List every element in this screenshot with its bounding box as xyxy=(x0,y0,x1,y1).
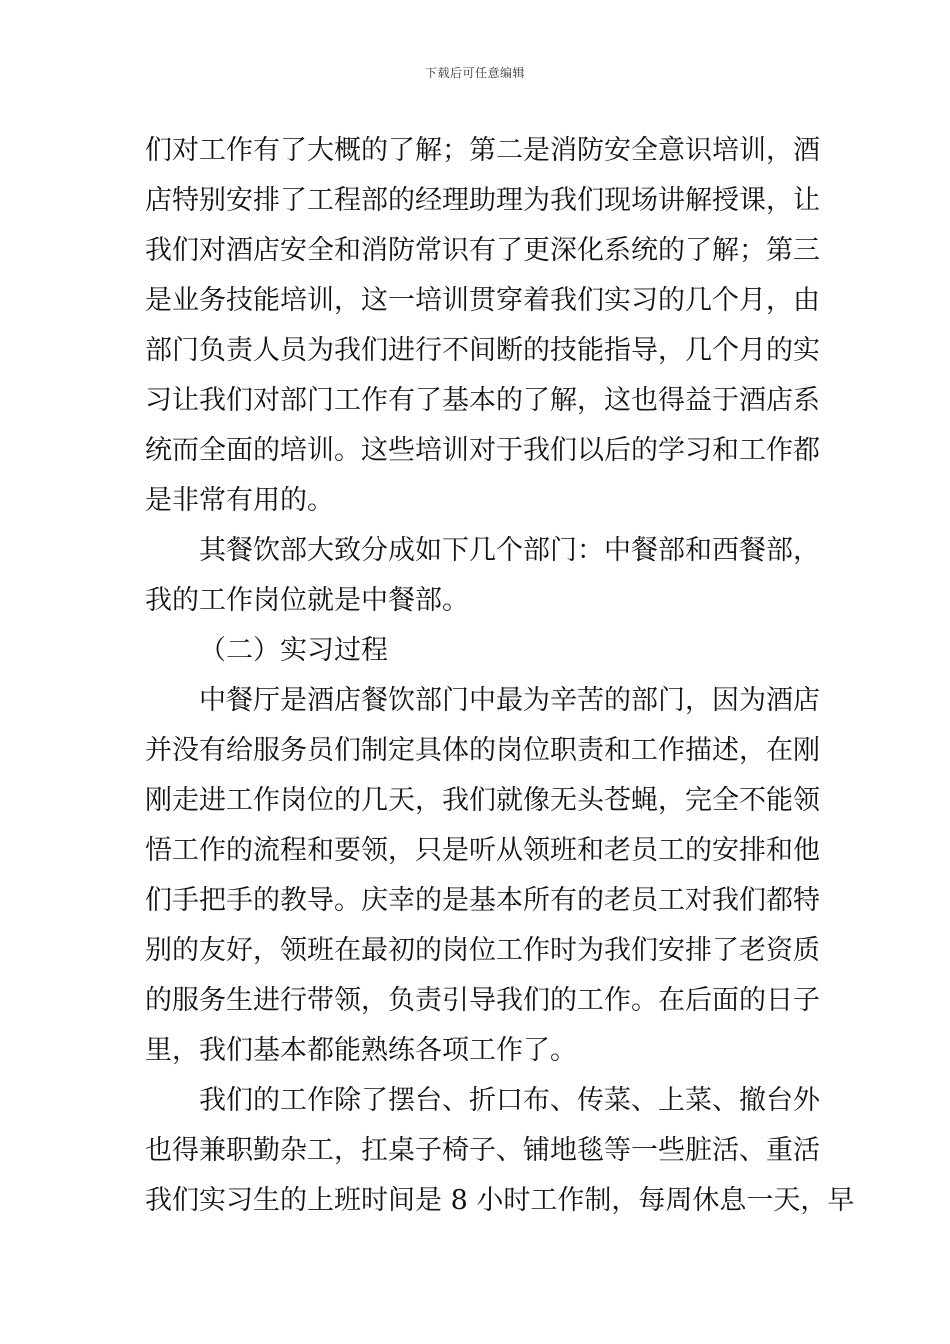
text-line: 我们对酒店安全和消防常识有了更深化系统的了解；第三 xyxy=(145,235,820,266)
text-line: 别的友好，领班在最初的岗位工作时为我们安排了老资质 xyxy=(145,935,820,966)
text-line: 我的工作岗位就是中餐部。 xyxy=(145,585,469,616)
page-header-note: 下载后可任意编辑 xyxy=(424,66,525,80)
text-line: 们手把手的教导。庆幸的是基本所有的老员工对我们都特 xyxy=(145,885,820,916)
text-line: 悟工作的流程和要领，只是听从领班和老员工的安排和他 xyxy=(145,835,820,866)
text-line: 部门负责人员为我们进行不间断的技能指导，几个月的实 xyxy=(145,335,820,366)
text-line: 并没有给服务员们制定具体的岗位职责和工作描述，在刚 xyxy=(145,735,820,766)
text-line: 们对工作有了大概的了解；第二是消防安全意识培训，酒 xyxy=(145,135,820,166)
text-line: 其餐饮部大致分成如下几个部门：中餐部和西餐部， xyxy=(199,535,820,566)
text-line: 是非常有用的。 xyxy=(145,485,334,516)
text-line: 里，我们基本都能熟练各项工作了。 xyxy=(145,1035,577,1066)
text-line: 统而全面的培训。这些培训对于我们以后的学习和工作都 xyxy=(145,435,820,466)
text-line: 也得兼职勤杂工，扛桌子椅子、铺地毯等一些脏活、重活 xyxy=(145,1135,820,1166)
text-line: 我们实习生的上班时间是 8 小时工作制，每周休息一天，早 xyxy=(145,1185,855,1216)
text-line: 是业务技能培训，这一培训贯穿着我们实习的几个月，由 xyxy=(145,285,820,316)
text-line: 中餐厅是酒店餐饮部门中最为辛苦的部门，因为酒店 xyxy=(199,685,820,716)
text-line: 刚走进工作岗位的几天，我们就像无头苍蝇，完全不能领 xyxy=(145,785,820,816)
section-heading: （二）实习过程 xyxy=(199,635,388,666)
text-line: 店特别安排了工程部的经理助理为我们现场讲解授课，让 xyxy=(145,185,820,216)
text-line: 的服务生进行带领，负责引导我们的工作。在后面的日子 xyxy=(145,985,820,1016)
text-line: 习让我们对部门工作有了基本的了解，这也得益于酒店系 xyxy=(145,385,820,416)
body-text xyxy=(145,126,855,1226)
text-line: 我们的工作除了摆台、折口布、传菜、上菜、撤台外 xyxy=(199,1085,820,1116)
